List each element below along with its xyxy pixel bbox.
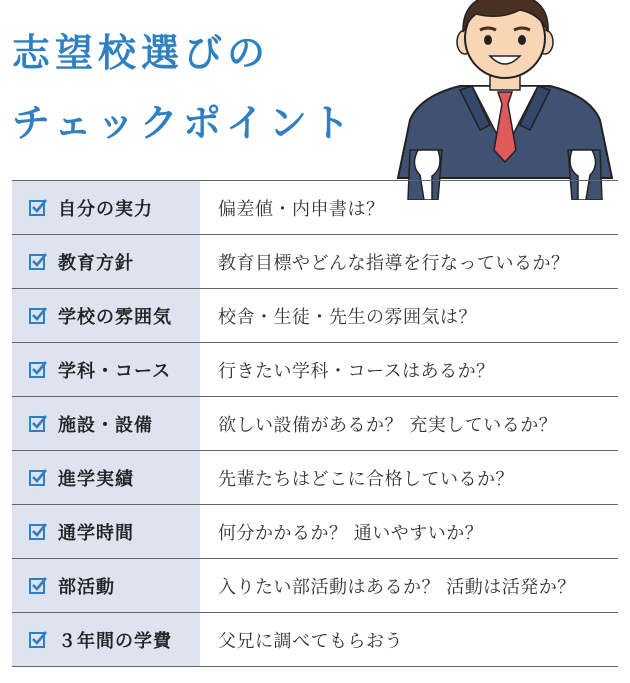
checkbox-checked-icon xyxy=(28,576,48,596)
checklist-category-label: 進学実績 xyxy=(58,468,134,490)
checklist-row xyxy=(12,343,618,397)
checklist-row xyxy=(12,451,618,505)
checklist-category-label: 部活動 xyxy=(58,576,115,598)
checklist-row xyxy=(12,289,618,343)
checklist-description: 父兄に調べてもらおう xyxy=(218,630,403,652)
checklist-description: 偏差値・内申書は？ xyxy=(218,198,385,220)
checkbox-checked-icon xyxy=(28,630,48,650)
checklist-category-label: 教育方針 xyxy=(58,252,134,274)
teacher-illustration xyxy=(380,0,630,200)
checklist-category-label: 施設・設備 xyxy=(58,414,153,436)
checklist-category-cell xyxy=(12,181,200,234)
checkbox-checked-icon xyxy=(28,414,48,434)
checklist-category-label: 通学時間 xyxy=(58,522,134,544)
checklist-description: 行きたい学科・コースはあるか？ xyxy=(218,360,495,382)
checkbox-checked-icon xyxy=(28,198,48,218)
page-title-line-2: チェックポイント xyxy=(12,101,355,145)
checklist-row xyxy=(12,397,618,451)
checkbox-checked-icon xyxy=(28,522,48,542)
checklist-category-label: 学科・コース xyxy=(58,360,172,382)
checklist-row xyxy=(12,613,618,667)
checklist-category-cell xyxy=(12,451,200,504)
checklist-table xyxy=(12,180,618,667)
checklist-description: 何分かかるか？ 通いやすいか？ xyxy=(218,522,484,544)
checklist-category-label: 学校の雰囲気 xyxy=(58,306,172,328)
checkbox-checked-icon xyxy=(28,468,48,488)
checklist-category-cell xyxy=(12,235,200,288)
checklist-category-cell xyxy=(12,559,200,612)
checklist-description: 教育目標やどんな指導を行なっているか？ xyxy=(218,252,570,274)
checklist-category-label: 自分の実力 xyxy=(58,198,153,220)
checklist-row xyxy=(12,235,618,289)
checklist-description: 欲しい設備があるか？ 充実しているか？ xyxy=(218,414,558,436)
checklist-description: 入りたい部活動はあるか？ 活動は活発か？ xyxy=(218,576,576,598)
checklist-description: 先輩たちはどこに合格しているか？ xyxy=(218,468,514,490)
checkbox-checked-icon xyxy=(28,360,48,380)
checklist-row xyxy=(12,181,618,235)
checkbox-checked-icon xyxy=(28,306,48,326)
checklist-category-cell xyxy=(12,505,200,558)
checklist-category-label: ３年間の学費 xyxy=(58,630,172,652)
checklist-row xyxy=(12,559,618,613)
page-title-line-1: 志望校選びの xyxy=(12,31,271,75)
checkbox-checked-icon xyxy=(28,252,48,272)
checklist-category-cell xyxy=(12,343,200,396)
checklist-description: 校舎・生徒・先生の雰囲気は？ xyxy=(218,306,477,328)
checklist-row xyxy=(12,505,618,559)
checklist-category-cell xyxy=(12,613,200,666)
checklist-category-cell xyxy=(12,289,200,342)
checklist-category-cell xyxy=(12,397,200,450)
